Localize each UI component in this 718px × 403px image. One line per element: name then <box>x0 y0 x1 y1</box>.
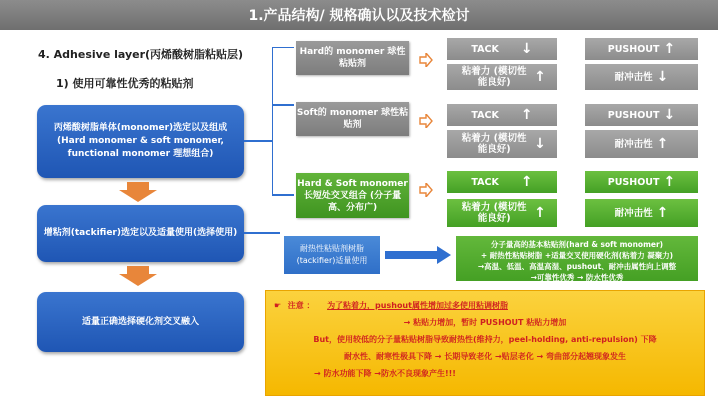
property-label: TACK <box>471 43 499 55</box>
property-label: 粘着力 (模切性能良好) <box>461 133 527 155</box>
monomer-box-hard-soft <box>296 173 409 218</box>
arrow-icon: ↑ <box>520 173 533 190</box>
tackifier-box <box>284 236 380 274</box>
flow-step-label: 适量正确选择硬化剂交叉融入 <box>81 316 199 327</box>
right-arrow-icon <box>419 53 433 67</box>
notice-line: 为了粘着力，pushout属性增加过多使用粘调树脂 <box>327 301 508 310</box>
pointing-hand-icon: ☛ <box>274 301 282 310</box>
arrow-icon: ↓ <box>520 40 533 57</box>
page-title: 1.产品结构/ 规格确认以及技术检讨 <box>248 8 470 24</box>
effect-line: 分子量高的基本粘贴剂(hard & soft monomer) <box>490 240 664 249</box>
property-pushout <box>585 38 698 60</box>
flow-step-hardener <box>37 292 244 352</box>
arrow-icon: ↓ <box>534 135 546 152</box>
connector-line <box>272 104 294 106</box>
property-adhesion <box>447 130 557 158</box>
subheading: 1) 使用可靠性优秀的粘贴剂 <box>56 77 194 90</box>
property-label: 耐冲击性 <box>614 71 653 83</box>
property-impact <box>585 130 698 158</box>
effect-line: + 耐热性粘贴树脂 +适量交叉使用硬化剂(粘着力 凝聚力) <box>480 251 674 260</box>
effect-line: →高温、低温、高温高湿、pushout、耐冲击属性向上调整 <box>477 262 677 271</box>
flow-step-monomer <box>37 105 244 178</box>
notice-line: 耐水性、耐寒性极具下降 → 长期导致老化 →贴层老化 → 弯曲部分起翘现象发生 <box>343 352 627 361</box>
connector-line <box>244 140 273 142</box>
property-label: TACK <box>471 109 499 121</box>
notice-lead: 注意 ： <box>287 301 315 310</box>
property-pushout <box>585 104 698 126</box>
notice-line: But，使用较低的分子量粘贴树脂导致耐热性(维持力，peel-holding, anti-repulsion) 下降 <box>313 335 657 344</box>
connector-line <box>272 194 294 196</box>
right-arrow-icon <box>419 114 433 128</box>
property-tack <box>447 171 557 193</box>
property-impact <box>585 64 698 90</box>
arrow-icon: ↑ <box>663 40 676 57</box>
flow-step-label: 丙烯酸树脂单体(monomer)选定以及组成 (Hard monomer & soft monomer, functional monomer 理想组合) <box>53 123 228 159</box>
notice-box <box>265 290 705 396</box>
tackifier-effects-box <box>456 236 698 281</box>
monomer-label: Soft的 monomer 球性粘贴剂 <box>296 108 409 130</box>
tackifier-label: 耐热性粘贴剂树脂(tackifier)适量使用 <box>296 244 368 265</box>
monomer-label: Hard & Soft monomer 长短处交叉组合 (分子量高、分布广) <box>297 178 408 213</box>
notice-line: → 粘贴力增加，暂时 PUSHOUT 粘贴力增加 <box>403 318 567 327</box>
arrow-icon: ↑ <box>534 68 546 85</box>
arrow-icon: ↑ <box>534 204 546 221</box>
arrow-icon: ↓ <box>656 68 669 85</box>
property-label: 粘着力 (模切性能良好) <box>461 202 527 224</box>
flow-step-tackifier <box>37 205 244 262</box>
flow-step-label: 增粘剂(tackifier)选定以及适量使用(选择使用) <box>43 228 238 238</box>
property-label: 耐冲击性 <box>614 138 653 150</box>
property-adhesion <box>447 64 557 90</box>
property-tack <box>447 38 557 60</box>
arrow-icon: ↑ <box>656 204 669 221</box>
arrow-icon: ↓ <box>663 106 676 123</box>
effect-line: →可靠性优秀 → 防水性优秀 <box>530 273 624 282</box>
property-tack <box>447 104 557 126</box>
notice-line: → 防水功能下降 →防水不良现象产生!!! <box>314 369 456 378</box>
arrow-icon: ↑ <box>663 173 676 190</box>
property-label: 粘着力 (模切性能良好) <box>461 66 527 88</box>
property-label: PUSHOUT <box>607 43 660 55</box>
property-label: 耐冲击性 <box>614 207 653 219</box>
down-arrow-icon <box>119 182 157 202</box>
property-label: TACK <box>471 176 499 188</box>
property-adhesion <box>447 199 557 227</box>
section-heading: 4. Adhesive layer(丙烯酸树脂粘贴层) <box>38 48 244 61</box>
right-arrow-icon <box>385 246 451 264</box>
connector-line <box>244 232 280 234</box>
property-label: PUSHOUT <box>607 109 660 121</box>
monomer-box-soft <box>296 102 409 136</box>
property-pushout <box>585 171 698 193</box>
down-arrow-icon <box>119 266 157 286</box>
arrow-icon: ↑ <box>656 135 669 152</box>
right-arrow-icon <box>419 183 433 197</box>
monomer-box-hard <box>296 41 409 75</box>
monomer-label: Hard的 monomer 球性粘贴剂 <box>299 47 406 69</box>
property-impact <box>585 199 698 227</box>
bracket-line <box>272 47 294 195</box>
property-label: PUSHOUT <box>607 176 660 188</box>
arrow-icon: ↑ <box>520 106 533 123</box>
page-title-bar <box>0 0 718 30</box>
